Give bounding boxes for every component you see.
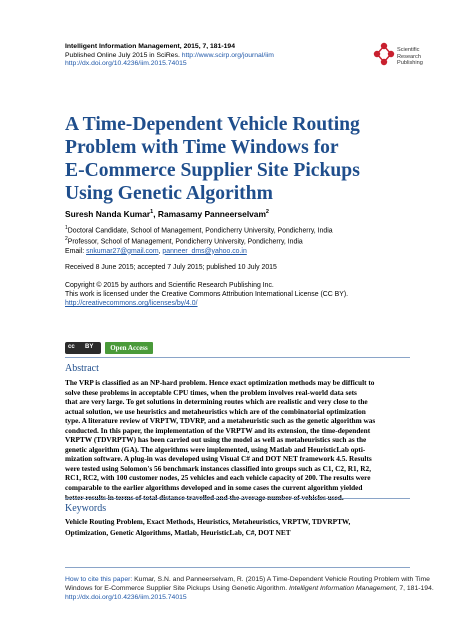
email-link-1[interactable]: snkumar27@gmail.com: [86, 247, 159, 255]
journal-header: [65, 43, 274, 69]
logo-line: Scientific: [397, 47, 420, 53]
logo-line: Research: [397, 53, 421, 60]
logo-line: Publishing: [397, 60, 423, 67]
abstract-line: that are very large. To get solutions in determining routes which are realistic and very close to the: [65, 397, 368, 407]
email-line: [65, 247, 333, 256]
affiliation-text: Doctoral Candidate, School of Management, Pondicherry University, Pondicherry, India: [67, 227, 333, 235]
title-line: Using Genetic Algorithm: [65, 183, 273, 204]
abstract-line: comparable to the earlier algorithms developed and in some cases the current algorithm yielded: [65, 483, 363, 493]
copyright-line: Copyright © 2015 by authors and Scientific Research Publishing Inc.: [65, 282, 274, 289]
copyright-block: [65, 281, 348, 308]
cc-label: cc: [68, 344, 75, 350]
published-prefix: Published Online July 2015 in SciRes.: [65, 51, 180, 59]
license-line: This work is licensed under the Creative Commons Attribution International License (CC BY).: [65, 291, 349, 298]
author-affiliation-mark: 1: [150, 209, 154, 216]
citation-text: Kumar, S.N. and Panneerselvam, R. (2015) A Time-Dependent Vehicle Routing Problem with Time: [134, 576, 430, 583]
citation-doi-link[interactable]: http://dx.doi.org/10.4236/iim.2015.74015: [65, 594, 187, 601]
header-doi-link[interactable]: http://dx.doi.org/10.4236/iim.2015.74015: [65, 60, 187, 68]
citation-line: [65, 575, 434, 584]
citation-journal: Intelligent Information Management,: [289, 585, 398, 592]
publication-dates: Received 8 June 2015; accepted 7 July 2015; published 10 July 2015: [65, 264, 277, 271]
logo-text: [397, 47, 423, 67]
divider: [65, 498, 410, 499]
publisher-logo[interactable]: [373, 42, 443, 76]
title-line: A Time-Dependent Vehicle Routing: [65, 114, 360, 135]
title-line: E-Commerce Supplier Site Pickups: [65, 160, 360, 181]
abstract-line: solve these problems in acceptable CPU times, when the problem involves real-world data sets: [65, 387, 357, 397]
author-name: Suresh Nanda Kumar: [65, 209, 151, 219]
divider: [65, 567, 410, 568]
keywords-body: [65, 517, 350, 538]
abstract-line: type. A literature review of VRPTW, TDVRP, and a metaheuristic such as the genetic algorithm was: [65, 416, 376, 426]
abstract-line: actual solution, we use heuristics and metaheuristics which are of the combinatorial optimization: [65, 406, 366, 416]
by-label: BY: [85, 344, 94, 350]
citation-block: [65, 575, 434, 602]
abstract-line: were tested using Solomon's 56 benchmark instances classified into groups such as C1, C2, R1, R2,: [65, 463, 372, 473]
open-access-badge[interactable]: Open Access: [105, 342, 153, 354]
author-affiliation-mark: 2: [265, 209, 269, 216]
abstract-body: [65, 378, 410, 502]
email-label: Email:: [65, 247, 85, 255]
abstract-line: genetic algorithm (GA). The algorithms were implemented, using Matlab and HeuristicLab opti-: [65, 444, 366, 454]
email-separator: ,: [158, 247, 161, 255]
abstract-line: VRPTW (TDVRPTW) has been carried out using the model as well as metaheuristics such as the: [65, 435, 367, 445]
keywords-line: Vehicle Routing Problem, Exact Methods, Heuristics, Metaheuristics, VRPTW, TDVRPTW,: [65, 517, 351, 526]
divider: [65, 357, 410, 358]
email-link-2[interactable]: panneer_dms@yahoo.co.in: [162, 247, 247, 255]
abstract-line: The VRP is classified as an NP-hard problem. Hence exact optimization methods may be difficult to: [65, 378, 375, 387]
citation-volume: 7, 181-194.: [399, 585, 434, 592]
affiliation-text: Professor, School of Management, Pondicherry University, Pondicherry, India: [67, 238, 303, 246]
affiliation-mark: 1: [65, 225, 68, 231]
abstract-line: mization software. A plug-in was developed using Visual C# and DOT NET framework 4.5. Results: [65, 454, 372, 464]
title-line: Problem with Time Windows for: [65, 137, 339, 158]
keywords-heading: Keywords: [65, 503, 107, 514]
author-separator: ,: [153, 209, 158, 219]
cc-by-badge[interactable]: [65, 342, 101, 354]
affiliations: [65, 224, 333, 256]
journal-url-link[interactable]: http://www.scirp.org/journal/iim: [181, 51, 274, 59]
scirp-logo-icon: [373, 42, 395, 66]
author-name: Ramasamy Panneerselvam: [157, 209, 266, 219]
license-link[interactable]: http://creativecommons.org/licenses/by/4.0/: [65, 300, 198, 307]
journal-citation: Intelligent Information Management, 2015, 7, 181-194: [65, 43, 235, 50]
citation-label: How to cite this paper:: [65, 576, 133, 583]
citation-line: [65, 584, 434, 593]
abstract-line: RC1, RC2, with 100 customer nodes, 25 vehicles and each vehicle capacity of 200. The results were: [65, 473, 371, 483]
affiliation-line: [65, 224, 333, 235]
keywords-line: Optimization, Genetic Algorithms, Matlab, HeuristicLab, C#, DOT NET: [65, 527, 291, 537]
affiliation-mark: 2: [65, 236, 68, 243]
citation-text: Windows for E-Commerce Supplier Site Pickups Using Genetic Algorithm.: [65, 585, 288, 592]
paper-title: [65, 113, 395, 205]
abstract-line: conducted. In this paper, the implementation of the VRPTW and its extension, the time-dependent: [65, 425, 371, 435]
affiliation-line: [65, 235, 333, 246]
abstract-heading: Abstract: [65, 363, 99, 374]
author-list: [65, 209, 269, 219]
